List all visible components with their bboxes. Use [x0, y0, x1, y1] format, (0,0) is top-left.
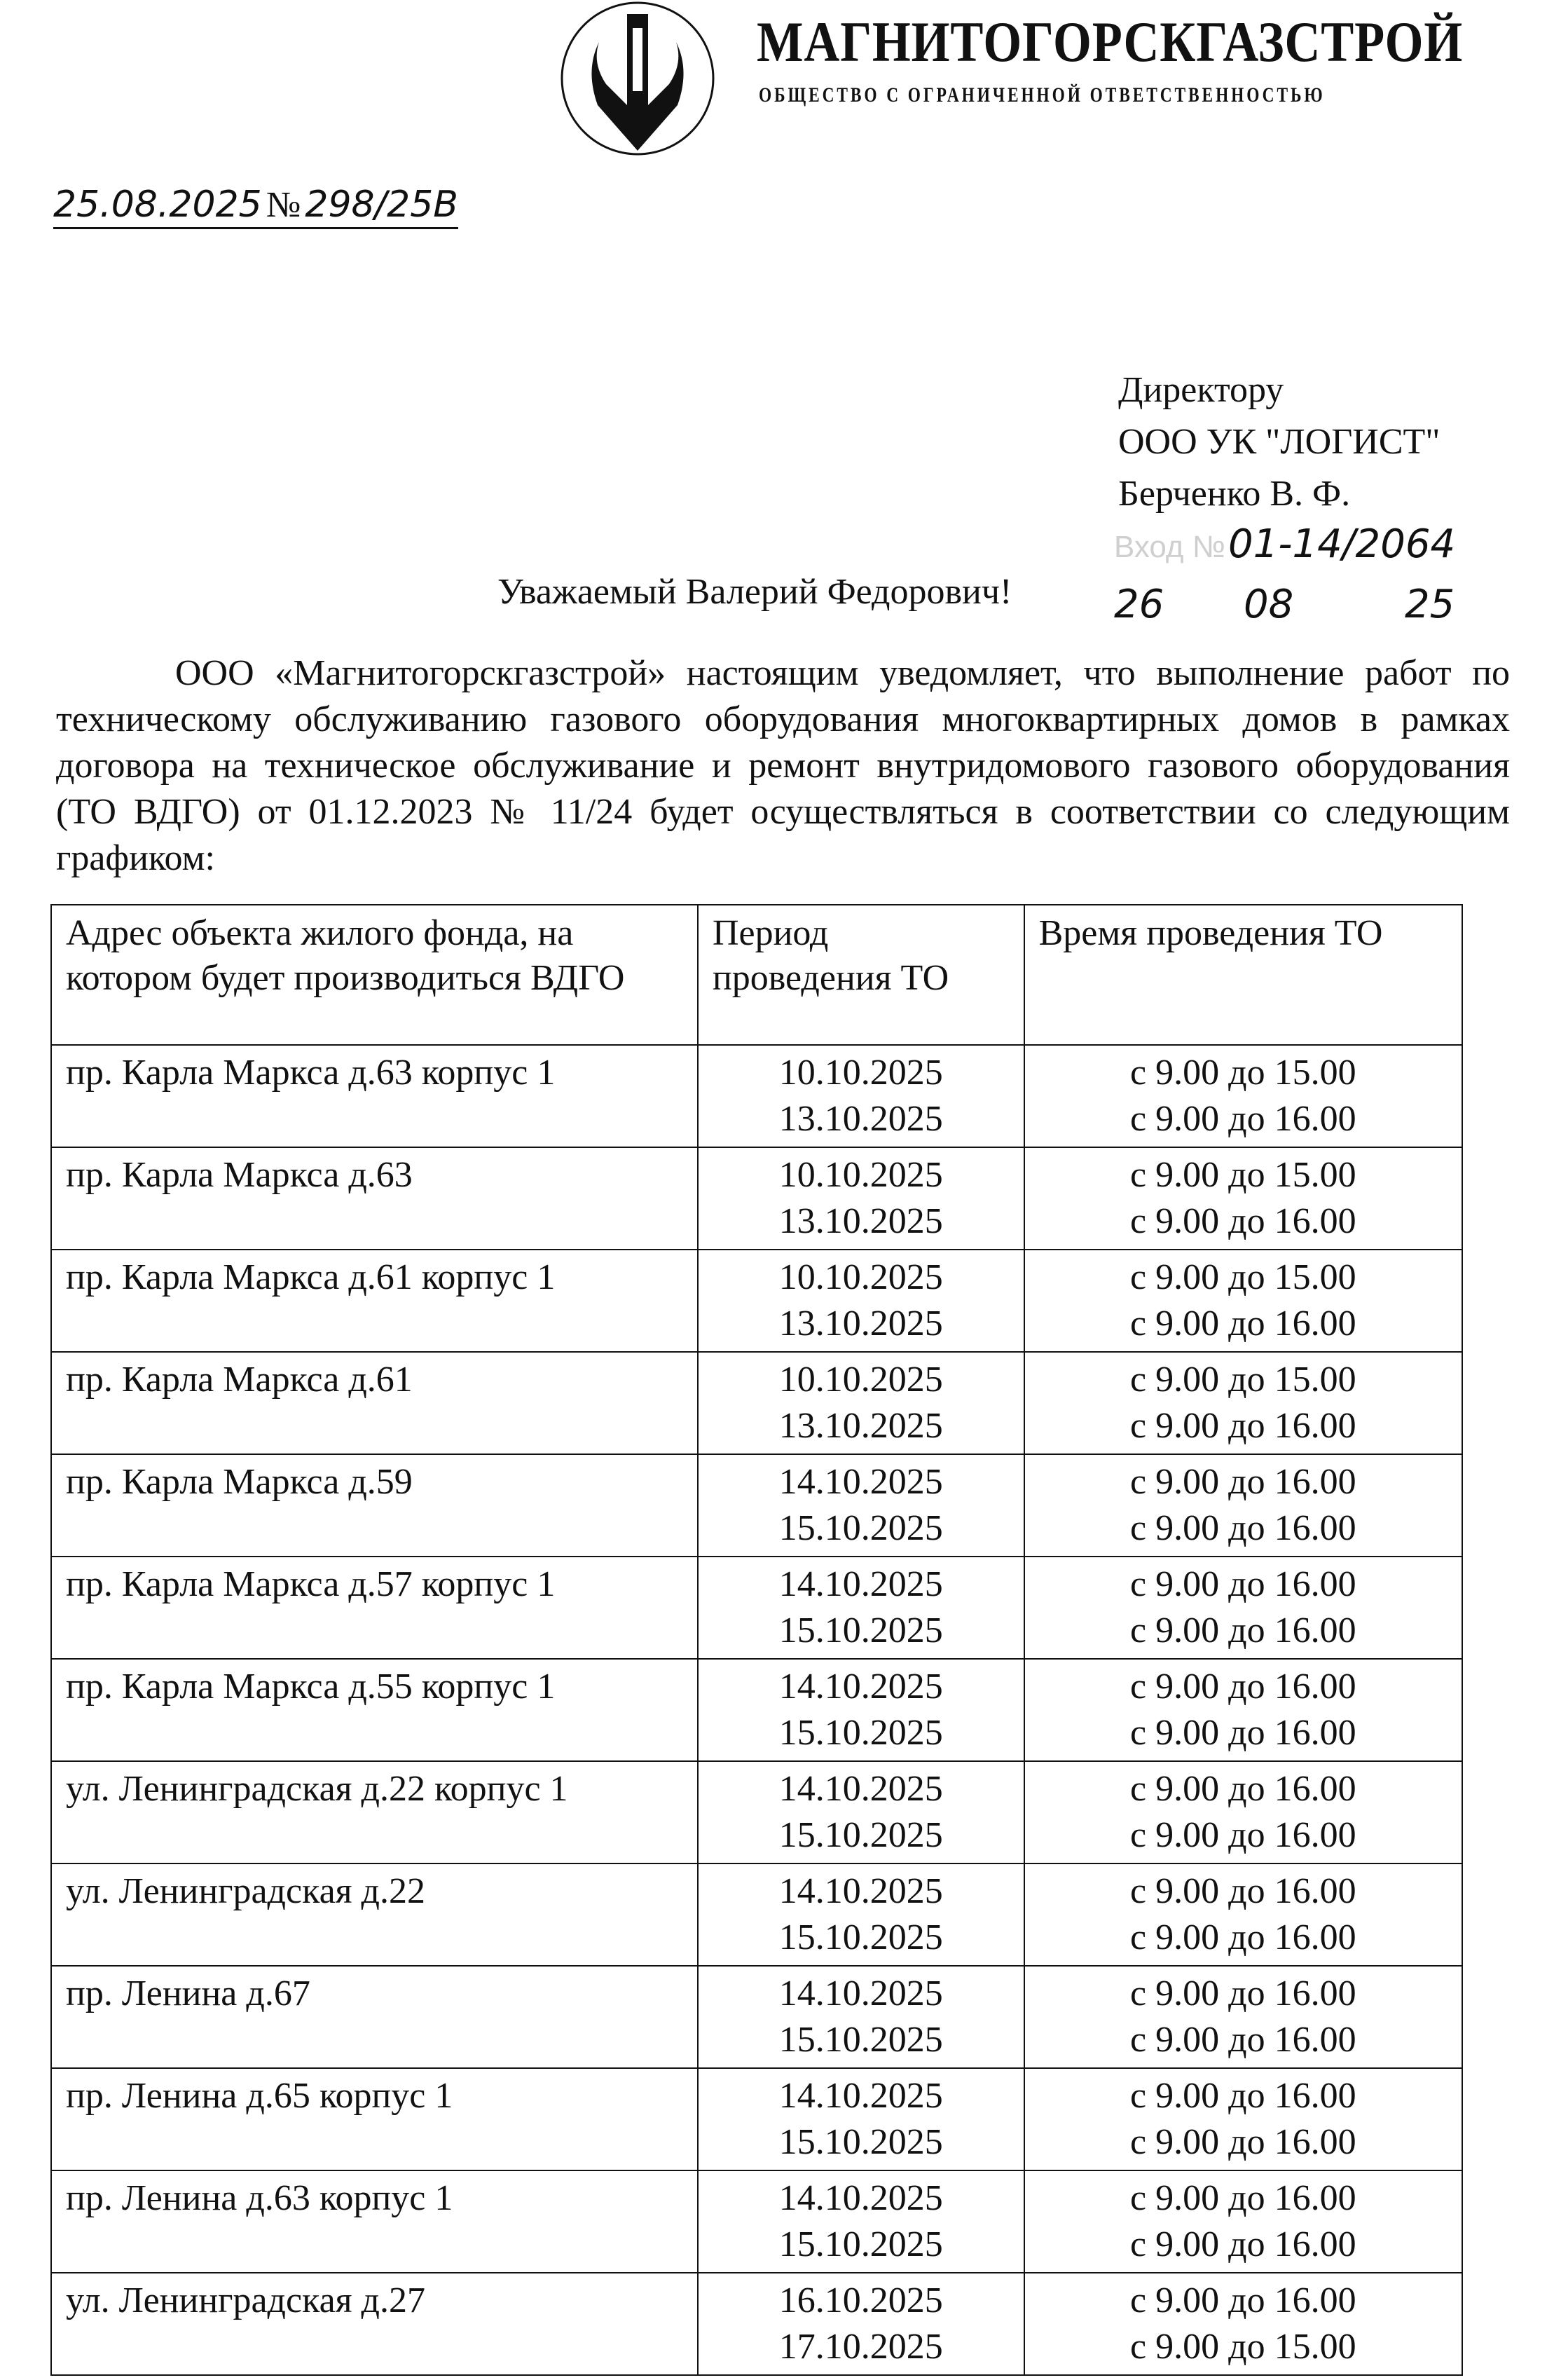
greeting: Уважаемый Валерий Федорович!: [497, 572, 1012, 612]
stamp-label: Вход №: [1114, 530, 1225, 564]
header-time: Время проведения ТО: [1024, 905, 1462, 1045]
outgoing-number: [53, 184, 458, 229]
table-row: [51, 1863, 1462, 1966]
period-cell-value: 14.10.2025: [778, 1667, 943, 1707]
address-cell-value: ул. Ленинградская д.27: [66, 2280, 426, 2320]
incoming-stamp: [1107, 522, 1541, 648]
period-cell-value: 16.10.2025: [778, 2280, 943, 2320]
address-cell: [51, 2273, 698, 2375]
period-cell: [698, 2170, 1024, 2273]
table-header: [51, 905, 1462, 1045]
period-cell-value: 15.10.2025: [778, 2224, 943, 2264]
address-cell-value: пр. Карла Маркса д.55 корпус 1: [66, 1667, 556, 1707]
time-cell-value: с 9.00 до 16.00: [1130, 1871, 1356, 1911]
period-cell: [698, 1966, 1024, 2068]
address-cell-value: пр. Карла Маркса д.63 корпус 1: [66, 1053, 556, 1093]
time-cell-value: с 9.00 до 16.00: [1130, 1974, 1356, 2013]
body-text: ООО «Магнитогорскгазстрой» настоящим уведомляет, что выполнение работ по техническому обслуживанию газового оборудования многоквартирных домов в рамках договора на техническое обслуживание и ремонт внутридомового газового оборудования (ТО ВДГО) от 01.12.2023 № 11/24 будет осуществляться в соответствии со следующим графиком:: [56, 653, 1510, 878]
time-cell-value: с 9.00 до 15.00: [1130, 1155, 1356, 1195]
table-row: [51, 1147, 1462, 1250]
time-cell-value: с 9.00 до 16.00: [1130, 1304, 1356, 1343]
time-cell-value: с 9.00 до 16.00: [1130, 1564, 1356, 1604]
period-cell: [698, 1659, 1024, 1761]
time-cell-value: с 9.00 до 16.00: [1130, 1508, 1356, 1548]
address-cell-value: пр. Карла Маркса д.59: [66, 1462, 413, 1502]
period-cell-value: 13.10.2025: [778, 1304, 943, 1343]
time-cell: [1024, 1250, 1462, 1352]
time-cell-value: с 9.00 до 16.00: [1130, 1713, 1356, 1753]
outgoing-date: 25.08.2025: [53, 184, 262, 226]
period-cell-value: 14.10.2025: [778, 1974, 943, 2013]
period-cell-value: 15.10.2025: [778, 1508, 943, 1548]
time-cell-value: с 9.00 до 16.00: [1130, 1815, 1356, 1855]
addressee-company: ООО УК "ЛОГИСТ": [1118, 422, 1440, 462]
period-cell: [698, 1863, 1024, 1966]
stamp-month: 08: [1244, 582, 1294, 627]
table-row: [51, 1659, 1462, 1761]
address-cell: [51, 1454, 698, 1557]
time-cell: [1024, 1966, 1462, 2068]
period-cell-value: 15.10.2025: [778, 2020, 943, 2060]
address-cell: [51, 1352, 698, 1454]
time-cell: [1024, 1659, 1462, 1761]
outgoing-reg-number: 298/25В: [305, 184, 458, 226]
header-address: Адрес объекта жилого фонда, на котором будет производиться ВДГО: [51, 905, 698, 1045]
stamp-year: 25: [1405, 582, 1455, 627]
period-cell-value: 14.10.2025: [778, 2178, 943, 2218]
addressee-name: Берченко В. Ф.: [1118, 474, 1351, 514]
table-row: [51, 1966, 1462, 2068]
body-paragraph: [56, 650, 1510, 882]
table-row: [51, 2170, 1462, 2273]
address-cell: [51, 1966, 698, 2068]
period-cell-value: 10.10.2025: [778, 1053, 943, 1093]
address-cell: [51, 1659, 698, 1761]
time-cell-value: с 9.00 до 16.00: [1130, 1667, 1356, 1707]
period-cell-value: 10.10.2025: [778, 1360, 943, 1400]
table-row: [51, 1045, 1462, 1147]
time-cell-value: с 9.00 до 16.00: [1130, 1462, 1356, 1502]
period-cell-value: 14.10.2025: [778, 1462, 943, 1502]
addressee-position: Директору: [1118, 370, 1284, 410]
time-cell: [1024, 1761, 1462, 1863]
time-cell-value: с 9.00 до 16.00: [1130, 1406, 1356, 1446]
number-sign: №: [266, 185, 301, 225]
address-cell: [51, 1863, 698, 1966]
period-cell-value: 13.10.2025: [778, 1406, 943, 1446]
time-cell-value: с 9.00 до 16.00: [1130, 2280, 1356, 2320]
period-cell: [698, 1250, 1024, 1352]
address-cell-value: пр. Ленина д.65 корпус 1: [66, 2076, 453, 2116]
address-cell-value: ул. Ленинградская д.22: [66, 1871, 426, 1911]
address-cell-value: пр. Карла Маркса д.63: [66, 1155, 413, 1195]
table-row: [51, 1557, 1462, 1659]
address-cell-value: пр. Карла Маркса д.61 корпус 1: [66, 1257, 556, 1297]
period-cell: [698, 1761, 1024, 1863]
period-cell-value: 15.10.2025: [778, 2122, 943, 2162]
time-cell-value: с 9.00 до 16.00: [1130, 1099, 1356, 1139]
period-cell: [698, 2068, 1024, 2170]
time-cell: [1024, 1352, 1462, 1454]
table-row: [51, 1352, 1462, 1454]
time-cell-value: с 9.00 до 16.00: [1130, 1201, 1356, 1241]
stamp-day: 26: [1114, 582, 1164, 627]
time-cell-value: с 9.00 до 16.00: [1130, 1610, 1356, 1650]
address-cell-value: пр. Ленина д.67: [66, 1974, 310, 2013]
address-cell-value: пр. Ленина д.63 корпус 1: [66, 2178, 453, 2218]
address-cell: [51, 2068, 698, 2170]
company-logo: [543, 0, 732, 161]
period-cell-value: 14.10.2025: [778, 1769, 943, 1809]
time-cell-value: с 9.00 до 16.00: [1130, 2076, 1356, 2116]
period-cell-value: 14.10.2025: [778, 1564, 943, 1604]
time-cell-value: с 9.00 до 16.00: [1130, 1917, 1356, 1957]
period-cell: [698, 2273, 1024, 2375]
time-cell-value: с 9.00 до 16.00: [1130, 2020, 1356, 2060]
stamp-number: 01-14/2064: [1228, 521, 1456, 567]
period-cell: [698, 1454, 1024, 1557]
time-cell: [1024, 2273, 1462, 2375]
period-cell: [698, 1147, 1024, 1250]
time-cell-value: с 9.00 до 15.00: [1130, 1053, 1356, 1093]
table-row: [51, 2273, 1462, 2375]
time-cell-value: с 9.00 до 16.00: [1130, 2224, 1356, 2264]
period-cell-value: 14.10.2025: [778, 2076, 943, 2116]
period-cell-value: 15.10.2025: [778, 1815, 943, 1855]
time-cell-value: с 9.00 до 16.00: [1130, 2122, 1356, 2162]
period-cell-value: 15.10.2025: [778, 1713, 943, 1753]
period-cell-value: 13.10.2025: [778, 1201, 943, 1241]
period-cell-value: 15.10.2025: [778, 1917, 943, 1957]
address-cell: [51, 2170, 698, 2273]
period-cell-value: 14.10.2025: [778, 1871, 943, 1911]
address-cell-value: ул. Ленинградская д.22 корпус 1: [66, 1769, 568, 1809]
address-cell: [51, 1045, 698, 1147]
time-cell: [1024, 2170, 1462, 2273]
time-cell: [1024, 2068, 1462, 2170]
time-cell-value: с 9.00 до 16.00: [1130, 1769, 1356, 1809]
table-row: [51, 1250, 1462, 1352]
address-cell: [51, 1147, 698, 1250]
company-name: МАГНИТОГОРСКГАЗСТРОЙ: [757, 10, 1464, 74]
time-cell: [1024, 1045, 1462, 1147]
period-cell: [698, 1045, 1024, 1147]
company-subtitle: ОБЩЕСТВО С ОГРАНИЧЕННОЙ ОТВЕТСТВЕННОСТЬЮ: [759, 83, 1326, 107]
address-cell-value: пр. Карла Маркса д.57 корпус 1: [66, 1564, 556, 1604]
table-row: [51, 1761, 1462, 1863]
period-cell-value: 10.10.2025: [778, 1257, 943, 1297]
period-cell-value: 15.10.2025: [778, 1610, 943, 1650]
addressee: [1118, 364, 1440, 520]
table-row: [51, 1454, 1462, 1557]
period-cell-value: 10.10.2025: [778, 1155, 943, 1195]
address-cell: [51, 1761, 698, 1863]
time-cell-value: с 9.00 до 15.00: [1130, 2327, 1356, 2367]
table-row: [51, 2068, 1462, 2170]
time-cell: [1024, 1454, 1462, 1557]
period-cell: [698, 1352, 1024, 1454]
time-cell-value: с 9.00 до 16.00: [1130, 2178, 1356, 2218]
time-cell: [1024, 1863, 1462, 1966]
time-cell-value: с 9.00 до 15.00: [1130, 1360, 1356, 1400]
address-cell-value: пр. Карла Маркса д.61: [66, 1360, 413, 1400]
period-cell-value: 17.10.2025: [778, 2327, 943, 2367]
period-cell-value: 13.10.2025: [778, 1099, 943, 1139]
time-cell: [1024, 1557, 1462, 1659]
period-cell: [698, 1557, 1024, 1659]
header-period: Период проведения ТО: [698, 905, 1024, 1045]
time-cell: [1024, 1147, 1462, 1250]
time-cell-value: с 9.00 до 15.00: [1130, 1257, 1356, 1297]
address-cell: [51, 1557, 698, 1659]
address-cell: [51, 1250, 698, 1352]
schedule-table: [50, 904, 1463, 2376]
